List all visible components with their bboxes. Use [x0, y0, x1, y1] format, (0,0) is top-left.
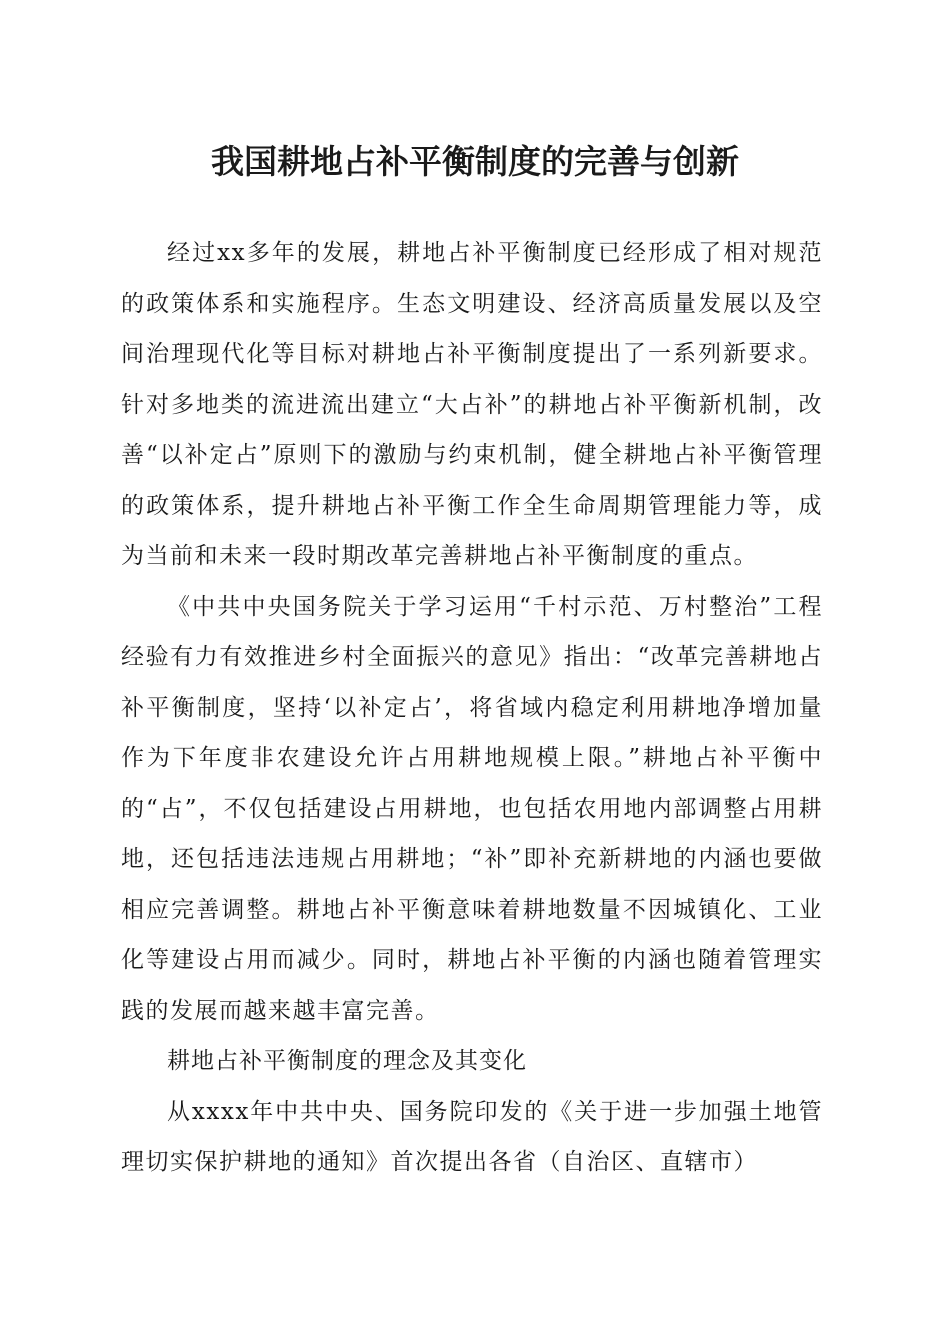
paragraph-policy-quote: 《中共中央国务院关于学习运用“千村示范、万村整治”工程经验有力有效推进乡村全面振兴的意见》指出：“改革完善耕地占补平衡制度，坚持‘以补定占’，将省域内稳定利用耕地净增加量作为下年度非农建设允许占用耕地规模上限。”耕地占补平衡中的“占”，不仅包括建设占用耕地，也包括农用地内部调整占用耕地，还包括违法违规占用耕地；“补”即补充新耕地的内涵也要做相应完善调整。耕地占补平衡意味着耕地数量不因城镇化、工业化等建设占用而减少。同时，耕地占补平衡的内涵也随着管理实践的发展而越来越丰富完善。 — [121, 593, 823, 1024]
document-title: 我国耕地占补平衡制度的完善与创新 — [211, 142, 739, 181]
paragraph-intro: 经过xx多年的发展，耕地占补平衡制度已经形成了相对规范的政策体系和实施程序。生态文明建设、经济高质量发展以及空间治理现代化等目标对耕地占补平衡制度提出了一系列新要求。针对多地类的流进流出建立“大占补”的耕地占补平衡新机制，改善“以补定占”原则下的激励与约束机制，健全耕地占补平衡管理的政策体系，提升耕地占补平衡工作全生命周期管理能力等，成为当前和未来一段时期改革完善耕地占补平衡制度的重点。 — [121, 240, 823, 569]
paragraph-history: 从xxxx年中共中央、国务院印发的《关于进一步加强土地管理切实保护耕地的通知》首次提出各省（自治区、直辖市） — [121, 1098, 823, 1175]
section-heading: 耕地占补平衡制度的理念及其变化 — [167, 1048, 527, 1074]
document-body — [121, 228, 823, 1188]
